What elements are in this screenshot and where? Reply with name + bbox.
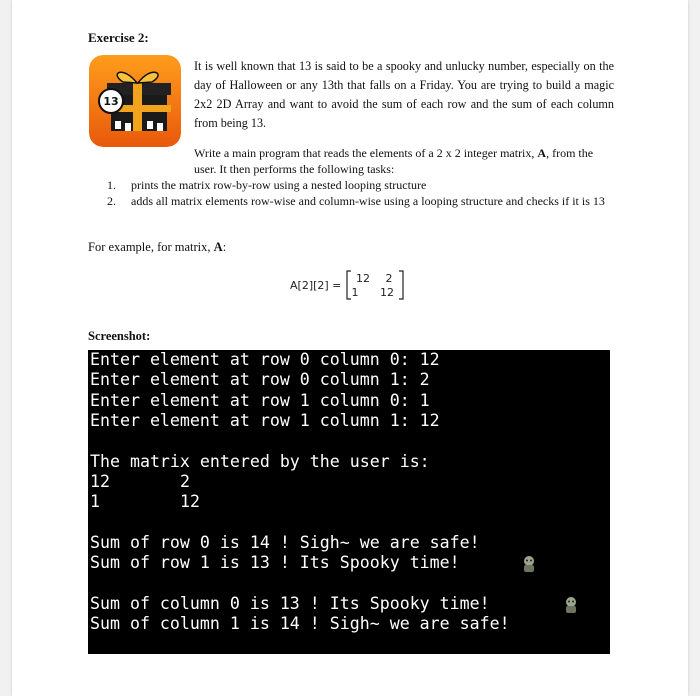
halloween-gift-13-icon [89,55,181,147]
list-item [107,193,613,209]
list-text: prints the matrix row-by-row using a nested looping structure [131,178,427,192]
task-intro-text-end: , from the user. It then performs the following tasks: [194,146,594,176]
zombie-emoji-icon [520,555,538,573]
terminal-matrix-cell: 2 [180,472,190,491]
terminal-line: Enter element at row 0 column 1: 2 [90,370,430,389]
terminal-line: The matrix entered by the user is: [90,452,430,471]
task-intro-paragraph [194,145,614,177]
terminal-matrix-cell: 12 [90,472,110,491]
example-colon: : [222,240,227,254]
example-line [88,240,226,255]
terminal-line: Enter element at row 1 column 1: 12 [90,411,440,430]
task-list [107,177,613,209]
terminal-matrix-cell: 12 [180,492,200,511]
terminal-line: Sum of row 0 is 14 ! Sigh~ we are safe! [90,533,480,552]
example-matrix-name: A [213,240,223,254]
matrix-display [345,268,405,302]
example-text: For example, for matrix, [88,240,214,254]
terminal-line: Sum of row 1 is 13 ! Its Spooky time! [90,553,460,572]
list-number: 1. [107,178,116,192]
exercise-title: Exercise 2: [88,30,149,45]
list-text: adds all matrix elements row-wise and column-wise using a looping structure and checks if it is 13 [131,194,605,208]
terminal-line: Sum of column 1 is 14 ! Sigh~ we are safe! [90,614,510,633]
terminal-line: Sum of column 0 is 13 ! Its Spooky time! [90,594,490,613]
matrix-name: A [537,146,547,160]
svg-text:13: 13 [103,95,119,108]
screenshot-label: Screenshot: [88,329,151,343]
terminal-line: Enter element at row 1 column 0: 1 [90,391,430,410]
list-number: 2. [107,194,116,208]
terminal-line: Enter element at row 0 column 0: 12 [90,350,440,369]
terminal-matrix-cell: 1 [90,492,100,511]
matrix-cell: 1 [351,286,359,299]
intro-paragraph: It is well known that 13 is said to be a spooky and unlucky number, especially on the day of Halloween or any 13th that falls on a Friday. You are trying to build a magic 2x2 2D Array and want to avoid the sum of each row and the sum of each column from being 13. [194,59,614,130]
matrix-cell: 12 [356,272,371,285]
zombie-emoji-icon [562,596,580,614]
task-intro-text: Write a main program that reads the elements of a 2 x 2 integer matrix, [194,146,538,160]
matrix-cell: 2 [385,272,393,285]
matrix-cell: 12 [380,286,395,299]
list-item [107,177,613,193]
formula-lhs: A[2][2] = [290,278,342,292]
matrix-formula [290,268,405,302]
terminal-output [88,350,610,654]
